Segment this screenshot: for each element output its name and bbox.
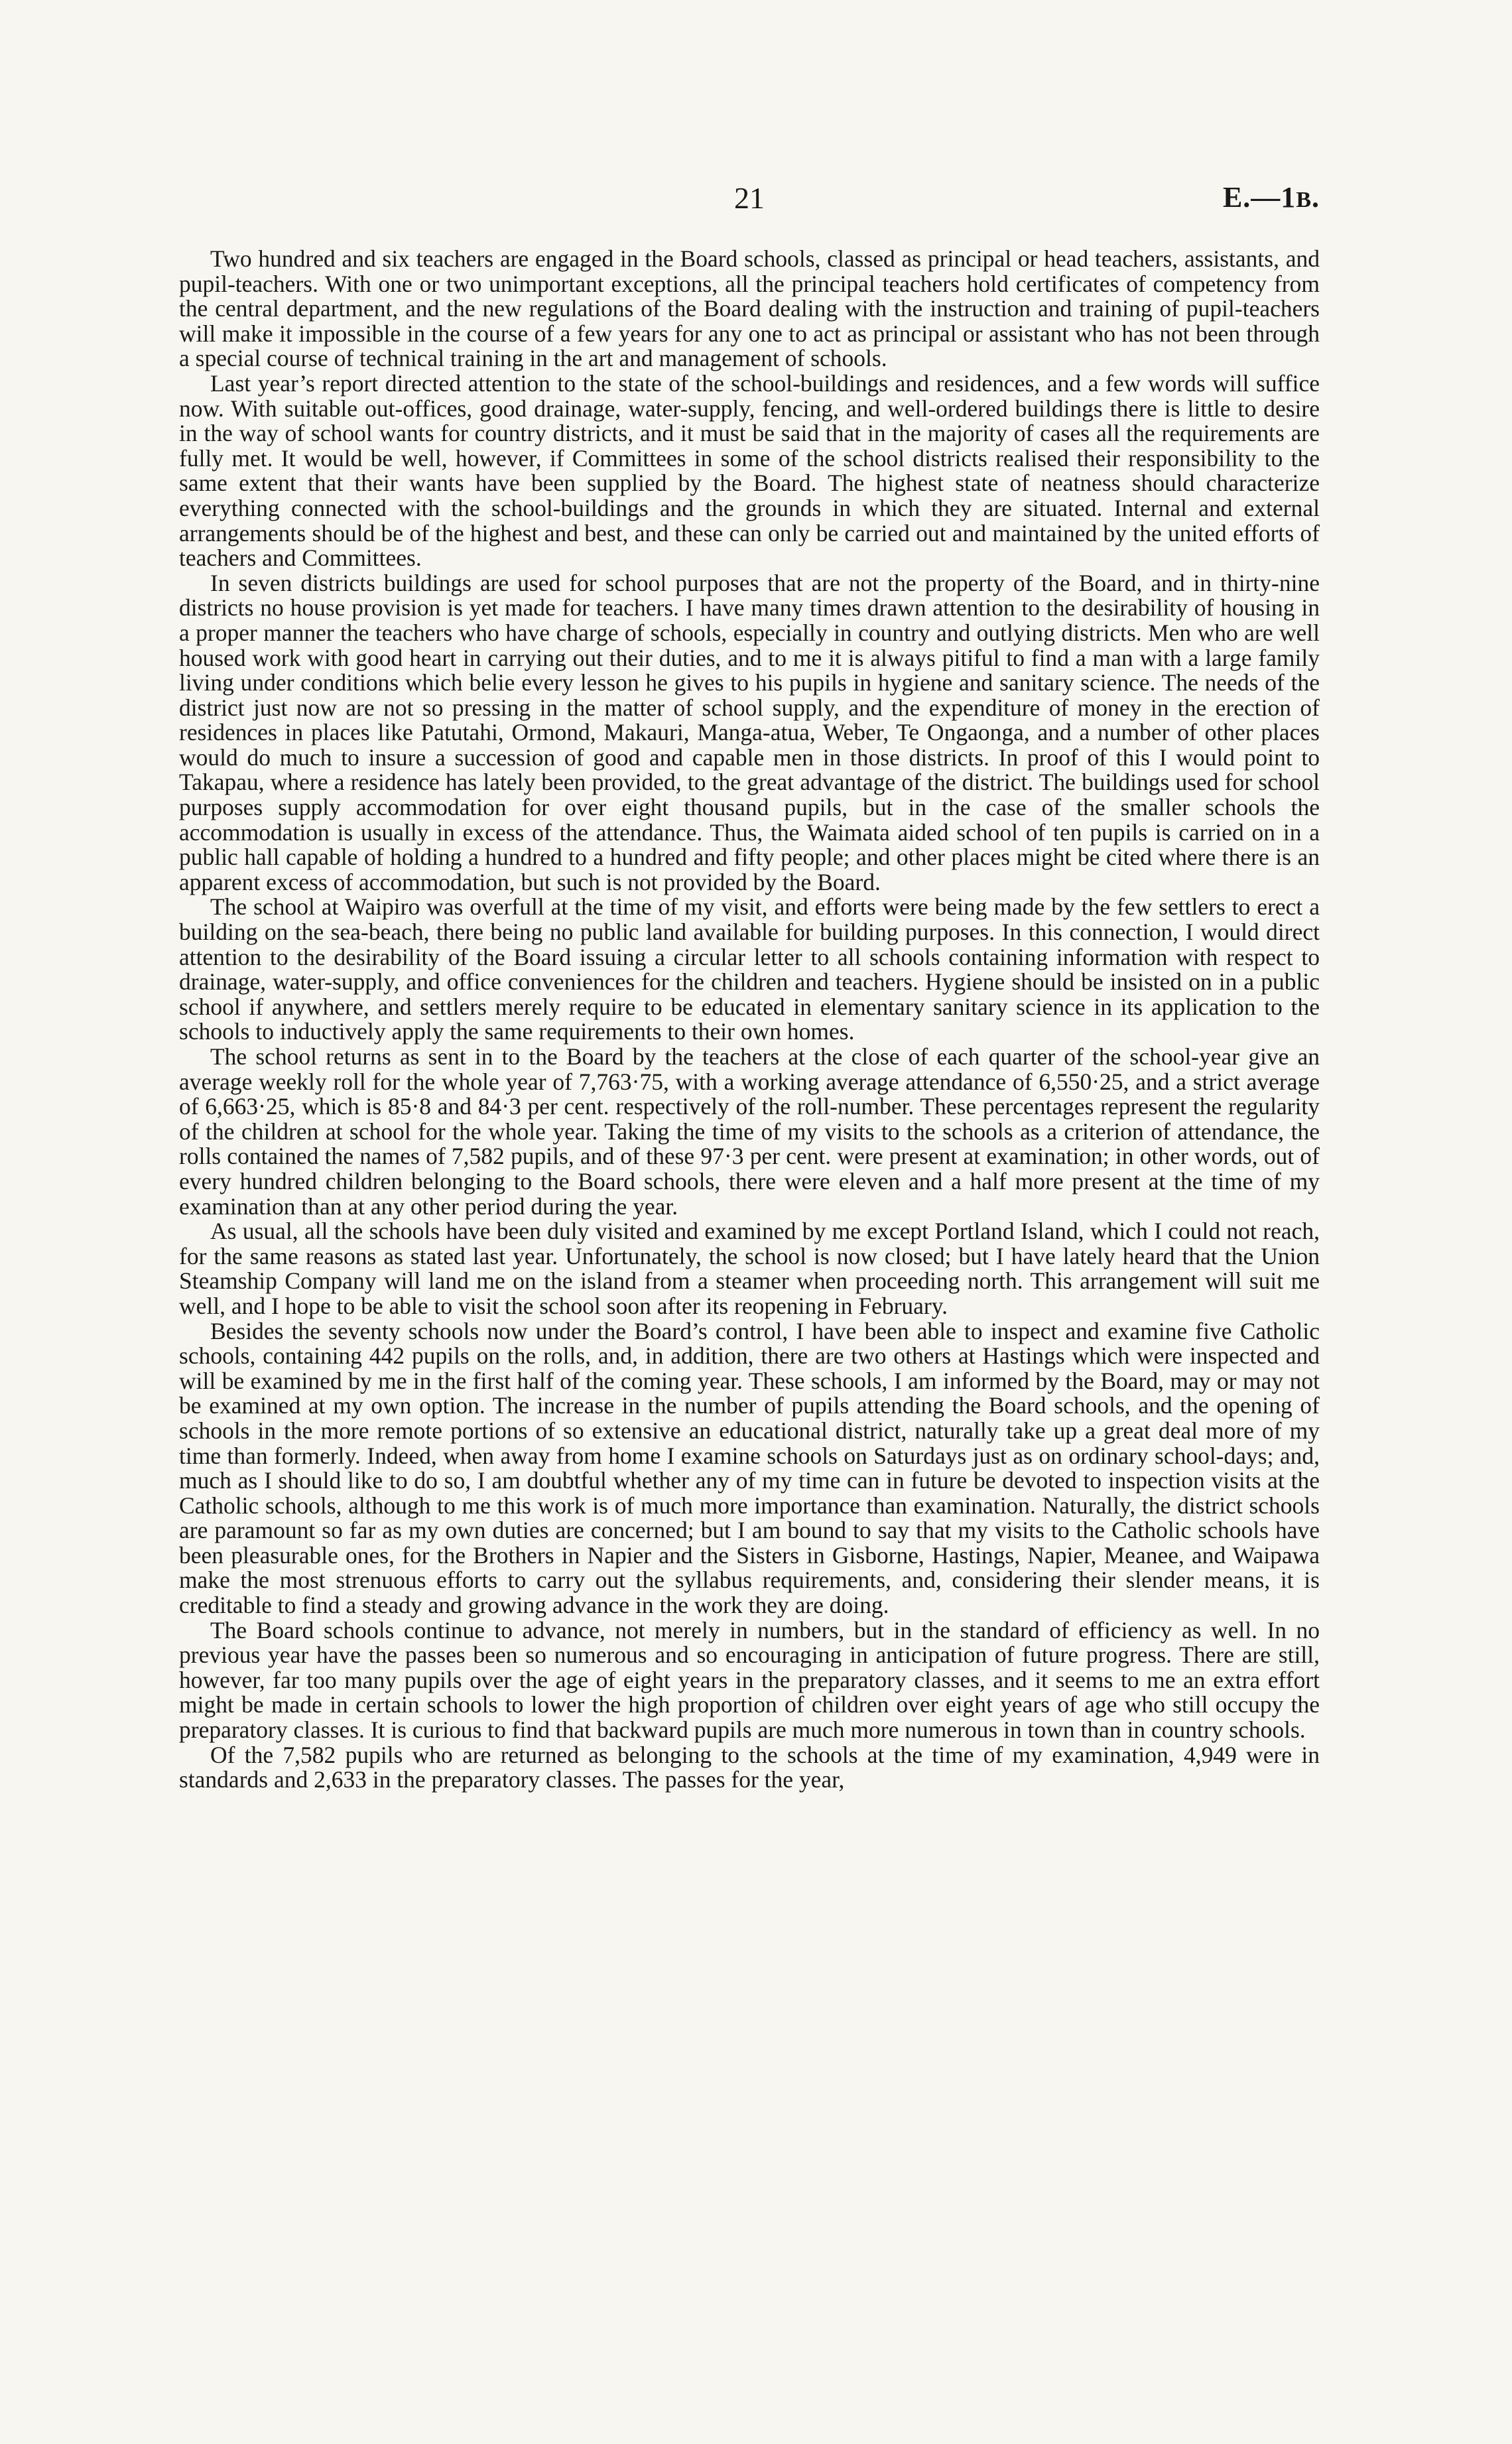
paragraph-waipiro: The school at Waipiro was overfull at the time of my visit, and efforts were being made by the few settlers to erect a building on the sea-beach, there being no public land available for building purposes. In this connection, I would direct attention to the desirability of the Board issuing a circular letter to all schools containing information with respect to drainage, water-supply, and office conveniences for the children and teachers. Hygiene should be insisted on in a public school if anywhere, and settlers merely require to be educated in elementary sanitary science in its application to the schools to inductively apply the same requirements to their own homes.	[179, 893, 1320, 1045]
page-header	[179, 180, 1320, 220]
body-text	[179, 247, 1320, 1793]
paragraph-visits: As usual, all the schools have been duly visited and examined by me except Portland Island, which I could not reach, for the same reasons as stated last year. Unfortunately, the school is now closed; but I have lately heard that the Union Steamship Company will land me on the island from a steamer when proceeding north. This arrangement will suit me well, and I hope to be able to visit the school soon after its reopening in February.	[179, 1218, 1320, 1319]
paragraph-school-buildings: Last year’s report directed attention to the state of the school-buildings and residences, and a few words will suffice now. With suitable out-offices, good drainage, water-supply, fencing, and well-ordered buildings there is little to desire in the way of school wants for country districts, and it must be said that in the majority of cases all the requirements are fully met. It would be well, however, if Committees in some of the school districts realised their responsibility to the same extent that their wants have been supplied by the Board. The highest state of neatness should characterize everything connected with the school-buildings and the grounds in which they are situated. Internal and external arrangements should be of the highest and best, and these can only be carried out and maintained by the united efforts of teachers and Committees.	[179, 369, 1320, 572]
document-reference	[1223, 180, 1320, 214]
paragraph-teachers: Two hundred and six teachers are engaged in the Board schools, classed as principal or head teachers, assistants, and pupil-teachers. With one or two unimportant exceptions, all the principal teachers hold certificates of competency from the central department, and the new regulations of the Board dealing with the instruction and training of pupil-teachers will make it impossible in the course of a few years for any one to act as principal or assistant who has not been through a special course of technical training in the art and management of schools.	[179, 245, 1320, 372]
paragraph-passes: Of the 7,582 pupils who are returned as belonging to the schools at the time of my examination, 4,949 were in standards and 2,633 in the preparatory classes. The passes for the year,	[179, 1741, 1320, 1793]
page-number: 21	[734, 181, 765, 215]
paragraph-efficiency: The Board schools continue to advance, not merely in numbers, but in the standard of efficiency as well. In no previous year have the passes been so numerous and so encouraging in anticipation of future progress. There are still, however, far too many pupils over the age of eight years in the preparatory classes, and it seems to me an extra effort might be made in certain schools to lower the high proportion of children over eight years of age who still occupy the preparatory classes. It is curious to find that backward pupils are much more numerous in town than in country schools.	[179, 1616, 1320, 1744]
doc-ref-main: E.—1	[1222, 181, 1296, 214]
paragraph-catholic-schools: Besides the seventy schools now under the Board’s control, I have been able to inspect and examine five Catholic schools, containing 442 pupils on the rolls, and, in addition, there are two others at Hastings which were inspected and will be examined by me in the first half of the coming year. These schools, I am informed by the Board, may or may not be examined at my own option. The increase in the number of pupils attending the Board schools, and the opening of schools in the more remote portions of so extensive an educational district, naturally take up a great deal more of my time than formerly. Indeed, when away from home I examine schools on Saturdays just as on ordinary school-days; and, much as I should like to do so, I am doubtful whether any of my time can in future be devoted to inspection visits at the Catholic schools, although to me this work is of much more importance than examination. Naturally, the district schools are paramount so far as my own duties are concerned; but I am bound to say that my visits to the Catholic schools have been pleasurable ones, for the Brothers in Napier and the Sisters in Gisborne, Hastings, Napier, Meanee, and Waipawa make the most strenuous efforts to carry out the syllabus requirements, and, considering their slender means, it is creditable to find a steady and growing advance in the work they are doing.	[179, 1317, 1320, 1619]
doc-ref-suffix: B	[1296, 188, 1312, 212]
paragraph-residences: In seven districts buildings are used for school purposes that are not the property of the Board, and in thirty-nine districts no house provision is yet made for teachers. I have many times drawn attention to the desirability of housing in a proper manner the teachers who have charge of schools, especially in country and outlying districts. Men who are well housed work with good heart in carrying out their duties, and to me it is always pitiful to find a man with a large family living under conditions which belie every lesson he gives to his pupils in hygiene and sanitary science. The needs of the district just now are not so pressing in the matter of school supply, and the expenditure of money in the erection of residences in places like Patutahi, Ormond, Makauri, Manga-atua, Weber, Te Ongaonga, and a number of other places would do much to insure a succession of good and capable men in those districts. In proof of this I would point to Takapau, where a residence has lately been provided, to the great advantage of the district. The buildings used for school purposes supply accommodation for over eight thousand pupils, but in the case of the smaller schools the accommodation is usually in excess of the attendance. Thus, the Waimata aided school of ten pupils is carried on in a public hall capable of holding a hundred to a hundred and fifty people; and other places might be cited where there is an apparent excess of accommodation, but such is not provided by the Board.	[179, 569, 1320, 895]
paragraph-school-returns: The school returns as sent in to the Board by the teachers at the close of each quarter of the school-year give an average weekly roll for the whole year of 7,763·75, with a working average attendance of 6,550·25, and a strict average of 6,663·25, which is 85·8 and 84·3 per cent. respectively of the roll-number. These percentages represent the regularity of the children at school for the whole year. Taking the time of my visits to the schools as a criterion of attendance, the rolls contained the names of 7,582 pupils, and of these 97·3 per cent. were present at examination; in other words, out of every hundred children belonging to the Board schools, there were eleven and a half more present at the time of my examination than at any other period during the year.	[179, 1043, 1320, 1220]
doc-ref-end: .	[1312, 181, 1320, 214]
